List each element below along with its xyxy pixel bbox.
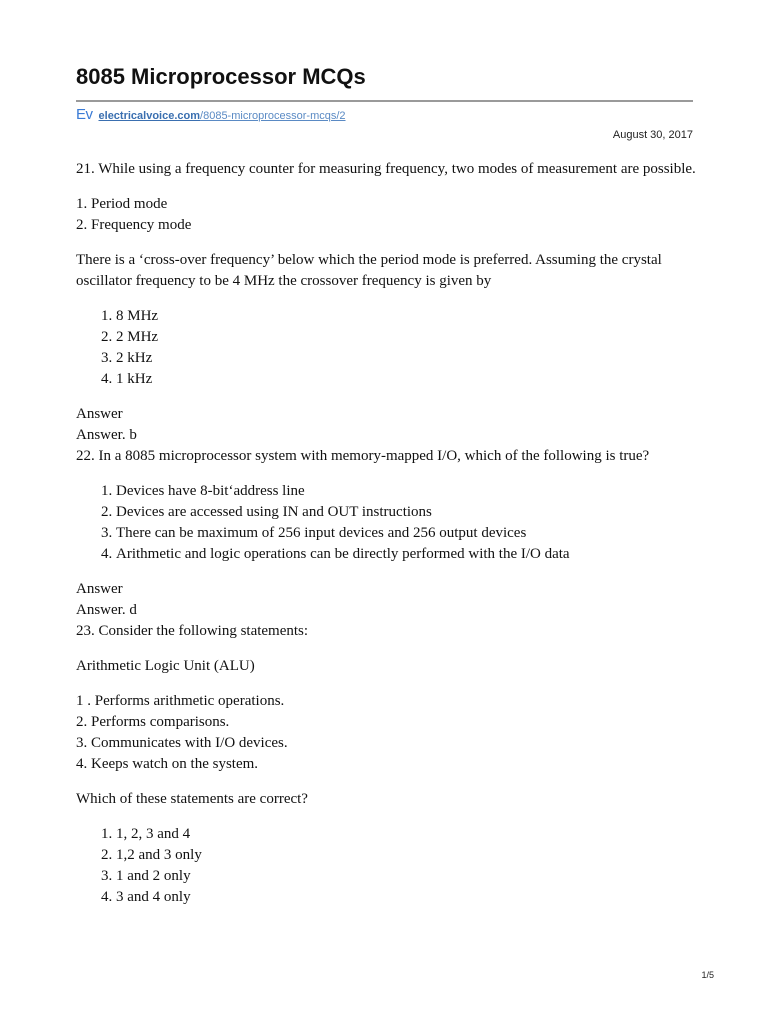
q22-answer-toggle[interactable]: Answer: [76, 581, 123, 597]
q21-option-2: 2. 2 MHz: [116, 327, 696, 348]
q21-answer: Answer. b: [76, 427, 137, 443]
q21-option-3: 3. 2 kHz: [116, 348, 696, 369]
q23-question: Which of these statements are correct?: [76, 791, 308, 807]
q23-text: 23. Consider the following statements:: [76, 623, 309, 639]
source-domain: electricalvoice.com: [98, 110, 201, 122]
q23-statement-2: 2. Performs comparisons.: [76, 714, 230, 730]
q22-options: [76, 481, 696, 565]
q23-options: [76, 824, 696, 908]
q22-option-4: 4. Arithmetic and logic operations can be directly performed with the I/O data: [116, 544, 696, 565]
article-body: [76, 159, 696, 908]
q23-statement-3: 3. Communicates with I/O devices.: [76, 735, 288, 751]
q21-option-4: 4. 1 kHz: [116, 369, 696, 390]
q21-option-1: 1. 8 MHz: [116, 306, 696, 327]
q23-option-2: 2. 1,2 and 3 only: [116, 845, 696, 866]
source-path: /8085-microprocessor-mcqs/2: [200, 110, 346, 122]
page-number: 1/5: [701, 970, 714, 980]
q21-statement: There is a ‘cross-over frequency’ below which the period mode is preferred. Assuming the crystal oscillator frequency to be 4 MHz the crossover frequency is given by: [76, 252, 662, 289]
q21-answer-toggle[interactable]: Answer: [76, 406, 123, 422]
q23-option-1: 1. 1, 2, 3 and 4: [116, 824, 696, 845]
q21-options: [76, 306, 696, 390]
publish-date: August 30, 2017: [612, 129, 693, 141]
title-divider: [76, 100, 693, 102]
q21-mode-2: 2. Frequency mode: [76, 217, 192, 233]
electricalvoice-logo-icon: Ev: [76, 106, 93, 123]
q23-statement-1: 1 . Performs arithmetic operations.: [76, 693, 285, 709]
q23-option-4: 4. 3 and 4 only: [116, 887, 696, 908]
q22-option-2: 2. Devices are accessed using IN and OUT instructions: [116, 502, 696, 523]
q22-answer: Answer. d: [76, 602, 137, 618]
q22-option-1: 1. Devices have 8-bit‘address line: [116, 481, 696, 502]
q22-text: 22. In a 8085 microprocessor system with memory-mapped I/O, which of the following is true?: [76, 448, 650, 464]
q23-option-3: 3. 1 and 2 only: [116, 866, 696, 887]
source-link[interactable]: [99, 110, 346, 122]
q23-statement-4: 4. Keeps watch on the system.: [76, 756, 259, 772]
q21-mode-1: 1. Period mode: [76, 196, 168, 212]
q23-subject: Arithmetic Logic Unit (ALU): [76, 658, 255, 674]
q21-text: 21. While using a frequency counter for measuring frequency, two modes of measurement are possible.: [76, 161, 696, 177]
q22-option-3: 3. There can be maximum of 256 input devices and 256 output devices: [116, 523, 696, 544]
source-line: [76, 106, 346, 123]
page-title: 8085 Microprocessor MCQs: [76, 64, 366, 89]
